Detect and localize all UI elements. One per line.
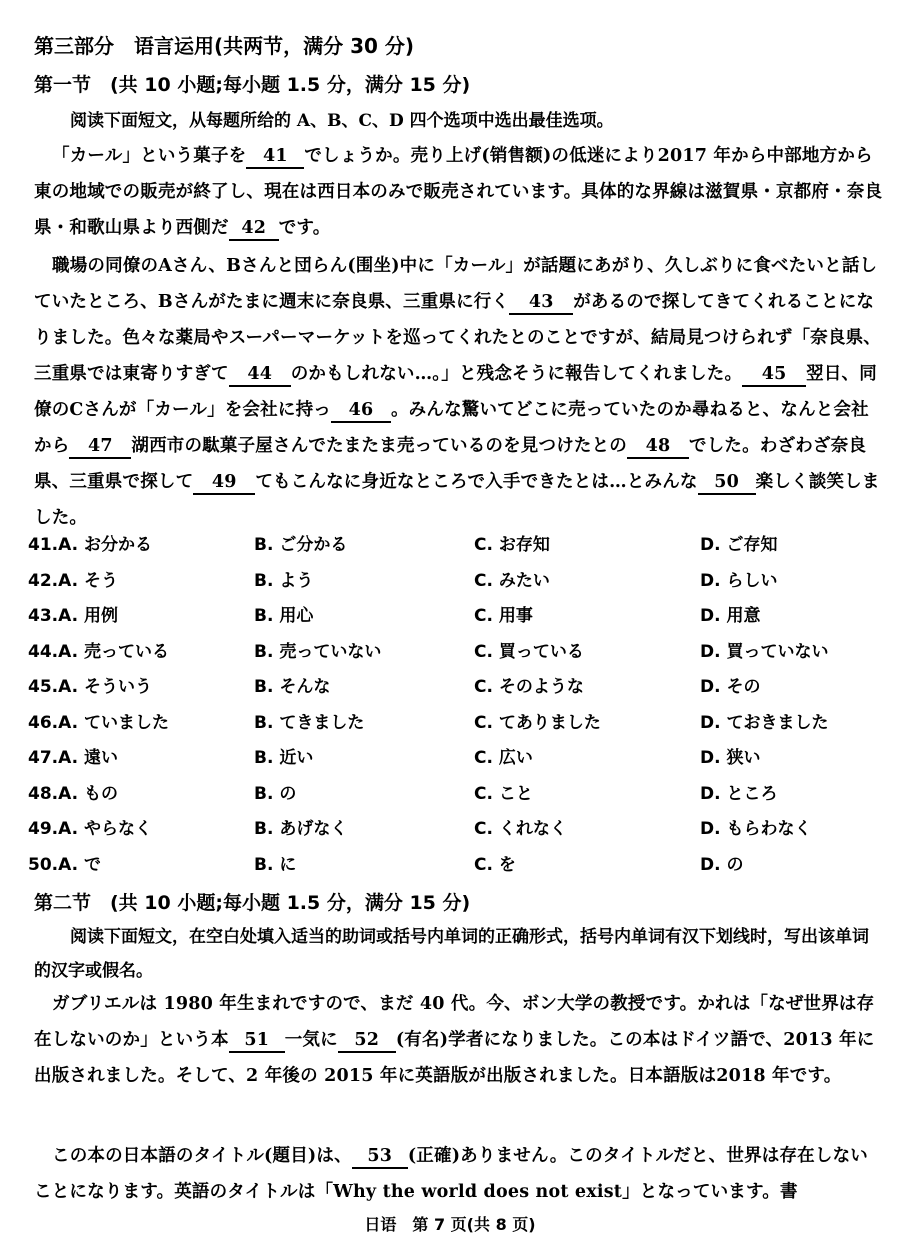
option-b: B. そんな xyxy=(254,677,331,697)
text-run: です。 xyxy=(278,218,331,238)
option-b: B. に xyxy=(254,854,297,875)
option-c: C. 買っている xyxy=(474,641,584,662)
section2-title: 第二节 (共 10 小题;每小题 1.5 分，满分 15 分) xyxy=(34,892,471,914)
option-a: 50.A. で xyxy=(28,854,101,875)
option-b: B. てきました xyxy=(254,712,365,733)
text-run: (有名)学者になりました。この本はドイツ語で、2013 年に出版されました。そして、2 年後の 2015 年に英語版が出版されました。日本語版は2018 年です。 xyxy=(34,1030,875,1086)
question-45 xyxy=(28,672,888,708)
question-44 xyxy=(28,637,888,673)
option-a: 44.A. 売っている xyxy=(28,641,169,662)
text-run: のかもしれない…。」と残念そうに報告してくれました。 xyxy=(290,364,743,384)
option-c: C. お存知 xyxy=(474,535,550,555)
blank-48: 48 xyxy=(627,435,689,459)
blank-47: 47 xyxy=(69,435,131,459)
option-d: D. 用意 xyxy=(700,606,761,626)
option-b: B. ご分かる xyxy=(254,535,348,555)
option-d: D. その xyxy=(700,677,761,697)
option-b: B. 売っていない xyxy=(254,641,382,662)
option-c: C. てありました xyxy=(474,712,601,733)
text-run: でした。わざわざ奈良県、三重県で探して xyxy=(34,436,867,492)
section1-title: 第一节 (共 10 小题;每小题 1.5 分，满分 15 分) xyxy=(34,74,471,96)
blank-50: 50 xyxy=(698,471,756,495)
option-a: 41.A. お分かる xyxy=(28,535,152,555)
option-c: C. そのような xyxy=(474,677,584,697)
option-d: D. ところ xyxy=(700,783,778,804)
blank-42: 42 xyxy=(229,217,279,241)
blank-51: 51 xyxy=(229,1029,285,1053)
question-48 xyxy=(28,779,888,815)
passage2-paragraph1 xyxy=(34,986,884,1094)
option-b: B. 近い xyxy=(254,748,314,768)
blank-46: 46 xyxy=(331,399,391,423)
part-title: 第三部分 语言运用(共两节，满分 30 分) xyxy=(34,34,415,58)
blank-53: 53 xyxy=(352,1145,408,1169)
blank-43: 43 xyxy=(509,291,573,315)
option-d: D. もらわなく xyxy=(700,819,812,839)
option-c: C. を xyxy=(474,854,516,875)
section1-instruction: 阅读下面短文，从每题所给的 A、B、C、D 四个选项中选出最佳选项。 xyxy=(70,111,614,131)
blank-41: 41 xyxy=(246,145,304,169)
option-c: C. 広い xyxy=(474,748,533,768)
option-b: B. 用心 xyxy=(254,606,314,626)
passage2-paragraph2 xyxy=(34,1138,884,1210)
text-run: 楽しく談笑しました。 xyxy=(34,472,880,528)
text-run: でしょうか。売り上げ(销售额)の低迷により2017 年から中部地方から東の地域での販売が終了し、現在は西日本のみで販売されています。具体的な界線は滋賀県・京都府・奈良県・和歌山県より西側だ xyxy=(34,146,883,238)
question-47 xyxy=(28,743,888,779)
question-42 xyxy=(28,566,888,602)
option-d: D. ておきました xyxy=(700,712,829,733)
option-b: B. あげなく xyxy=(254,819,348,839)
option-d: D. ご存知 xyxy=(700,535,778,555)
page-footer: 日语 第 7 页(共 8 页) xyxy=(364,1215,536,1234)
option-a: 47.A. 遠い xyxy=(28,748,118,768)
blank-49: 49 xyxy=(193,471,255,495)
text-run: 湖西市の駄菓子屋さんでたまたま売っているのを見つけたとの xyxy=(131,436,628,456)
option-d: D. らしい xyxy=(700,570,778,591)
option-d: D. 買っていない xyxy=(700,641,829,662)
question-50 xyxy=(28,850,888,886)
option-a: 43.A. 用例 xyxy=(28,606,118,626)
option-a: 42.A. そう xyxy=(28,570,118,591)
question-41 xyxy=(28,530,888,566)
option-c: C. 用事 xyxy=(474,606,533,626)
passage1-paragraph2 xyxy=(34,248,884,536)
text-run: 一気に xyxy=(284,1030,338,1050)
text-run: 職場の同僚のAさん、Bさんと団らん(围坐)中に「カール」が話題にあがり、久しぶりに食べたいと話していたところ、Bさんがたまに週末に奈良県、三重県に行く xyxy=(34,256,878,312)
text-run: 翌日、同僚のCさんが「カール」を会社に持っ xyxy=(34,364,877,420)
question-49 xyxy=(28,814,888,850)
question-43 xyxy=(28,601,888,637)
option-a: 49.A. やらなく xyxy=(28,819,152,839)
text-run: (正確)ありません。このタイトルだと、世界は存在しないことになります。英語のタイトルは「Why the world does not exist」となっています。書 xyxy=(34,1146,868,1202)
text-run: 。みんな驚いてどこに売っていたのか尋ねると、なんと会社から xyxy=(34,400,869,456)
option-b: B. よう xyxy=(254,570,314,591)
option-b: B. の xyxy=(254,783,297,804)
text-run: 「カール」という菓子を xyxy=(52,146,247,166)
option-a: 46.A. ていました xyxy=(28,712,169,733)
option-c: C. みたい xyxy=(474,570,550,591)
option-c: C. くれなく xyxy=(474,819,567,839)
question-46 xyxy=(28,708,888,744)
option-a: 45.A. そういう xyxy=(28,677,152,697)
text-run: ガブリエルは 1980 年生まれですので、まだ 40 代。今、ボン大学の教授です。かれは「なぜ世界は存在しないのか」という本 xyxy=(34,994,875,1050)
blank-44: 44 xyxy=(229,363,291,387)
blank-52: 52 xyxy=(338,1029,396,1053)
text-run: があるので探してきてくれることになりました。色々な薬局やスーパーマーケットを巡ってくれたとのことですが、結局見つけられず「奈良県、三重県では東寄りすぎて xyxy=(34,292,881,384)
option-d: D. 狭い xyxy=(700,748,761,768)
option-d: D. の xyxy=(700,854,744,875)
option-c: C. こと xyxy=(474,783,533,804)
text-run: この本の日本語のタイトル(題目)は、 xyxy=(52,1146,352,1166)
text-run: てもこんなに身近なところで入手できたとは…とみんな xyxy=(255,472,698,492)
option-a: 48.A. もの xyxy=(28,783,118,804)
section2-instruction: 阅读下面短文，在空白处填入适当的助词或括号内单词的正确形式，括号内单词有汉下划线时，写出该单词的汉字或假名。 xyxy=(34,927,869,981)
blank-45: 45 xyxy=(742,363,806,387)
answer-options xyxy=(28,530,888,885)
passage1-paragraph1 xyxy=(34,138,884,246)
